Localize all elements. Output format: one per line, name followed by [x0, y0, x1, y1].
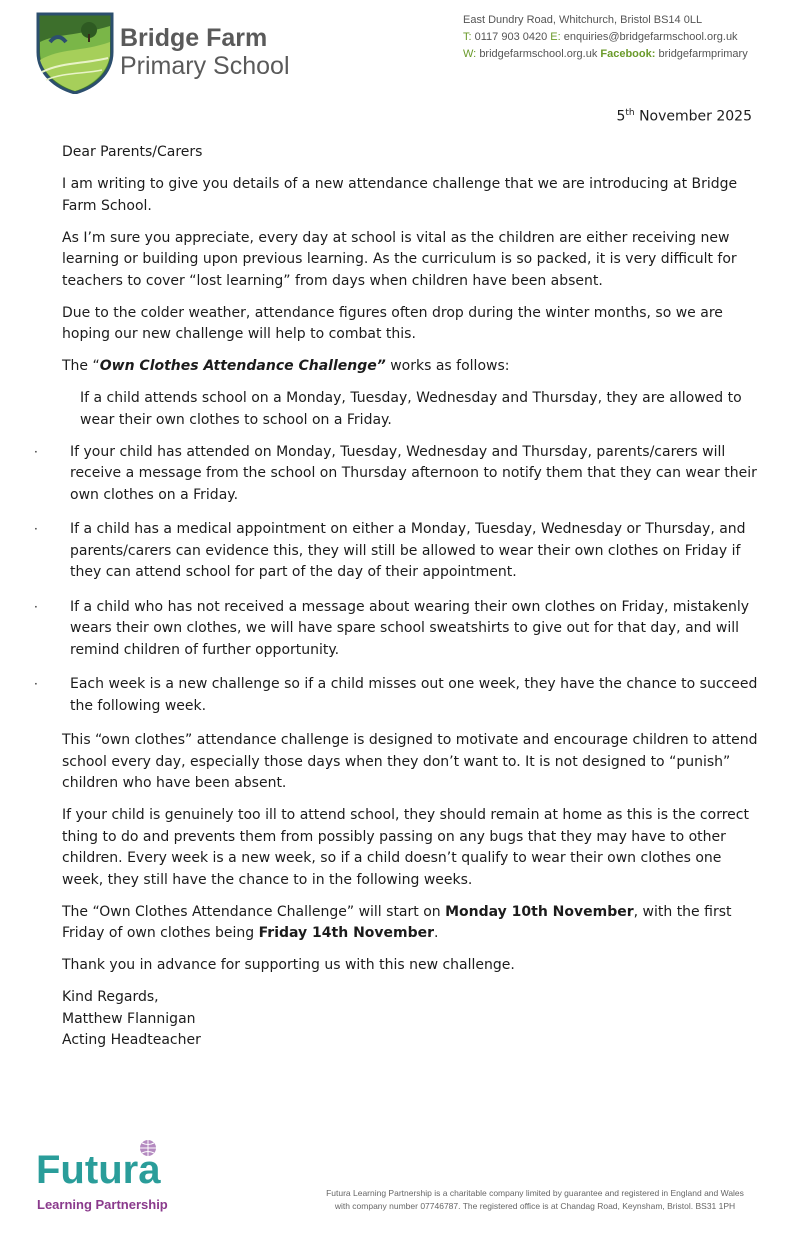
start-date: Monday 10th November: [445, 903, 634, 920]
contact-phone-email: [463, 29, 748, 46]
challenge-title: Own Clothes Attendance Challenge”: [99, 358, 386, 374]
facebook-label: Facebook:: [600, 48, 656, 60]
paragraph-challenge-intro: [62, 356, 758, 378]
email-label: E:: [550, 31, 561, 43]
school-name: [120, 24, 290, 80]
school-name-line1: Bridge Farm: [120, 24, 268, 52]
bullet-mark: ·: [34, 599, 38, 614]
challenge-intro-pre: The “: [62, 358, 100, 374]
date-suffix: th: [625, 108, 635, 118]
contact-web-social: [463, 46, 748, 63]
signatory-name: Matthew Flannigan: [62, 1010, 196, 1027]
start-mid: , with the first Friday of own clothes being: [62, 903, 732, 941]
paragraph-thanks: Thank you in advance for supporting us with this new challenge.: [62, 957, 515, 973]
contact-block: [463, 12, 748, 63]
phone-number: 0117 903 0420: [474, 31, 548, 43]
bullet-mark: ·: [34, 444, 38, 459]
letter-date: [616, 108, 752, 125]
paragraph-importance: As I’m sure you appreciate, every day at school is vital as the children are either receiving new learning or building upon previous learning. As the curriculum is so packed, it is very difficult for teachers to cover “lost learning” from days when children have been absent.: [62, 229, 737, 289]
legal-line-1: Futura Learning Partnership is a charitable company limited by guarantee and registered in England and Wales: [326, 1188, 744, 1198]
email-address: enquiries@bridgefarmschool.org.uk: [563, 31, 738, 43]
date-day: 5: [616, 108, 626, 125]
list-item-text: If a child who has not received a message about wearing their own clothes on Friday, mistakenly wears their own clothes, we will have spare school sweatshirts to give out for that day, and will remind children of further opportunity.: [70, 598, 750, 658]
list-item-text: If your child has attended on Monday, Tuesday, Wednesday and Thursday, parents/carers will receive a message from the school on Thursday afternoon to notify them that they can wear their own clothes on a Friday.: [70, 443, 757, 503]
paragraph-motivation: This “own clothes” attendance challenge is designed to motivate and encourage children to attend school every day, especially those days when they don’t want to. It is not designed to “punish” children who have been absent.: [62, 732, 758, 791]
legal-line-2: with company number 07746787. The registered office is at Chandag Road, Keynsham, Bristol. BS31 1PH: [334, 1201, 736, 1211]
school-address: East Dundry Road, Whitchurch, Bristol BS14 0LL: [463, 14, 703, 26]
letterhead: [0, 0, 794, 100]
signature-block: [62, 987, 758, 1052]
bullet-mark: ·: [34, 677, 38, 691]
facebook-handle: bridgefarmprimary: [658, 48, 748, 60]
date-month-year: November 2025: [639, 108, 752, 125]
futura-logo-subtitle: Learning Partnership: [37, 1197, 168, 1212]
list-item: [34, 674, 758, 717]
list-item: [34, 442, 758, 507]
challenge-intro-post: works as follows:: [385, 358, 510, 374]
list-item: [34, 519, 758, 584]
start-pre: The “Own Clothes Attendance Challenge” will start on: [62, 903, 446, 920]
web-address: bridgefarmschool.org.uk: [479, 48, 598, 60]
list-item-text: If a child has a medical appointment on either a Monday, Tuesday, Wednesday or Thursday, and parents/carers can evidence this, they will still be allowed to wear their own clothes on Friday if they can attend school for part of the day of their appointment.: [70, 521, 746, 580]
paragraph-illness: If your child is genuinely too ill to attend school, they should remain at home as this is the correct thing to do and prevents them from possibly passing on any bugs that they may have to other children. Every week is a new week, so if a child doesn’t qualify to wear their own clothes one week, they still have the chance to in the following weeks.: [62, 807, 749, 888]
bullet-mark: ·: [34, 522, 38, 536]
challenge-rule: If a child attends school on a Monday, Tuesday, Wednesday and Thursday, they are allowed to wear their own clothes to school on a Friday.: [80, 390, 742, 428]
paragraph-winter: Due to the colder weather, attendance figures often drop during the winter months, so we are hoping our new challenge will help to combat this.: [62, 304, 723, 342]
paragraph-start-dates: [62, 902, 758, 945]
web-label: W:: [463, 48, 477, 60]
signatory-role: Acting Headteacher: [62, 1032, 201, 1048]
letter-body: [34, 142, 758, 1052]
futura-logo-word: Futura: [36, 1148, 161, 1192]
list-item-text: Each week is a new challenge so if a child misses out one week, they have the chance to succeed the following week.: [70, 676, 758, 714]
phone-label: T:: [463, 31, 472, 43]
closing: Kind Regards,: [62, 989, 159, 1005]
first-friday-date: Friday 14th November: [258, 925, 435, 941]
school-crest-logo: [36, 12, 114, 94]
start-post: .: [434, 925, 439, 941]
list-item: [34, 597, 758, 662]
school-name-line2: Primary School: [120, 52, 290, 80]
legal-notice: [300, 1187, 770, 1213]
salutation: Dear Parents/Carers: [62, 144, 203, 160]
paragraph-intro: I am writing to give you details of a new attendance challenge that we are introducing at Bridge Farm School.: [62, 176, 738, 214]
